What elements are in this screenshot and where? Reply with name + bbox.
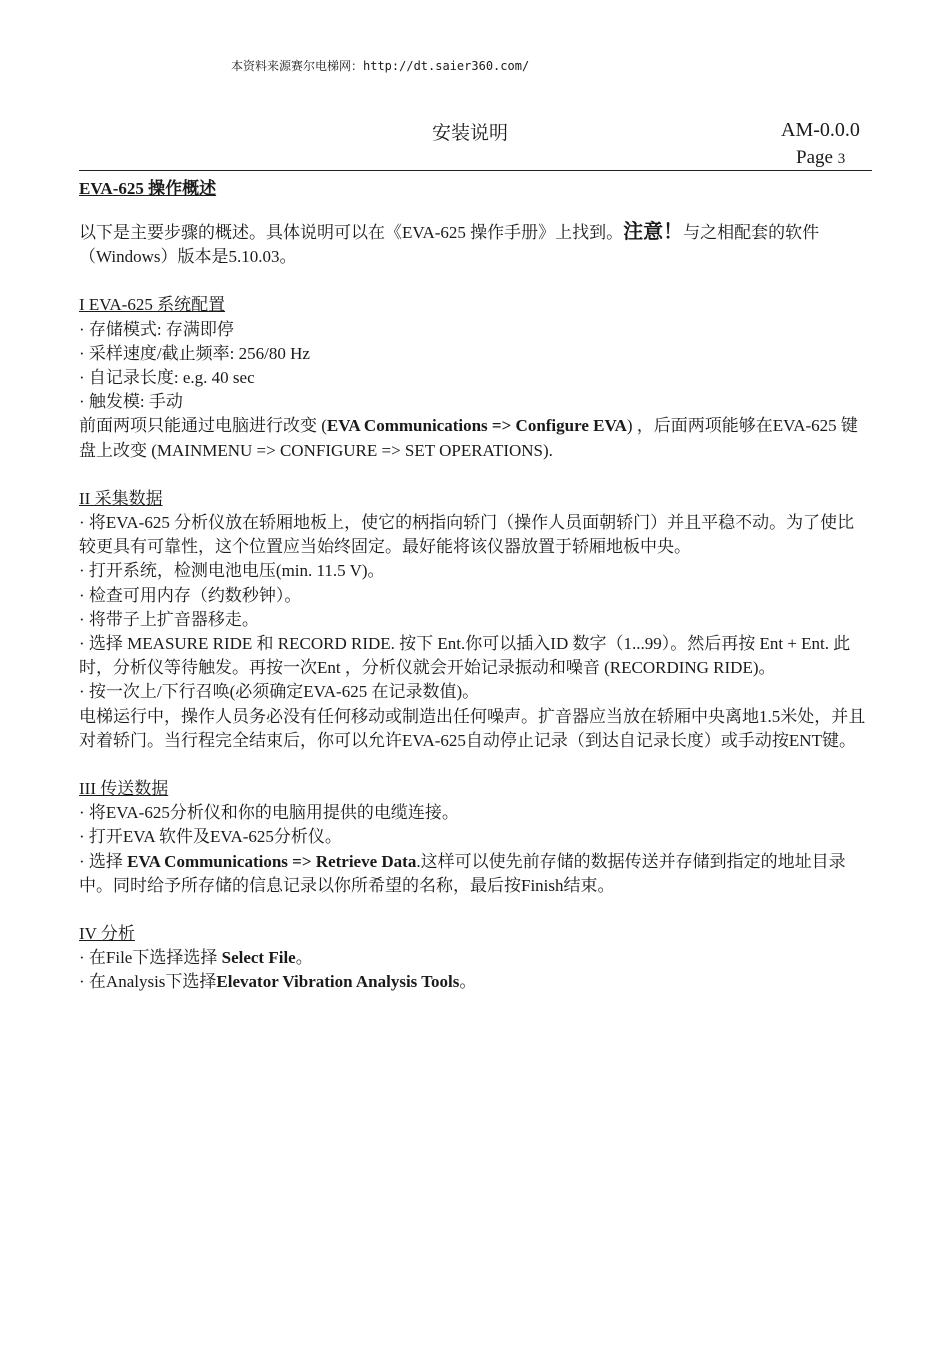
- section-2-item-4: · 将带子上扩音器移走。: [79, 609, 259, 629]
- retrieve-data-path: EVA Communications => Retrieve Data: [127, 851, 417, 871]
- section-1-item-3: · 自记录长度: e.g. 40 sec: [79, 368, 255, 388]
- section-3-heading: III 传送数据: [79, 779, 169, 799]
- section-2-paragraph: 电梯运行中，操作人员务必没有任何移动或制造出任何噪声。扩音器应当放在轿厢中央离地1.5米处，并且对着轿门。当行程完全结束后，你可以允许EVA-625自动停止记录（到达自记录长度）或手动按ENT键。: [79, 706, 866, 750]
- section-3-item-3: · 选择 EVA Communications => Retrieve Data.这样可以使先前存储的数据传送并存储到指定的地址目录中。同时给予所存储的信息记录以你所希望的名称，最后按Finish结束。: [79, 851, 846, 895]
- intro-paragraph: 以下是主要步骤的概述。具体说明可以在《EVA-625 操作手册》上找到。注意！与之相配套的软件（Windows）版本是5.10.03。: [79, 221, 820, 267]
- section-1-paragraph: 前面两项只能通过电脑进行改变 (EVA Communications => Configure EVA) ，后面两项能够在EVA-625 键盘上改变 (MAINMENU => CONFIGURE => SET OPERATIONS).: [79, 416, 858, 460]
- page-number: [796, 147, 845, 169]
- section-2-item-6: · 按一次上/下行召唤(必须确定EVA-625 在记录数值)。: [79, 682, 480, 702]
- section-2-heading: II 采集数据: [79, 488, 163, 508]
- section-1-item-2: · 采样速度/截止频率: 256/80 Hz: [79, 343, 310, 363]
- section-1-item-4: · 触发模: 手动: [79, 392, 183, 412]
- section-2-item-5: · 选择 MEASURE RIDE 和 RECORD RIDE. 按下 Ent.你可以插入ID 数字（1...99）。然后再按 Ent + Ent. 此时，分析仪等待触发。再按一次Ent ，分析仪就会开始记录振动和噪音 (RECORDING RIDE)。: [79, 634, 851, 678]
- configure-eva-path: EVA Communications => Configure EVA: [326, 416, 627, 436]
- source-note: 本资料来源赛尔电梯网：http://dt.saier360.com/: [231, 59, 530, 73]
- section-2-item-2: · 打开系统，检测电池电压(min. 11.5 V)。: [79, 561, 385, 581]
- analysis-tools-label: Elevator Vibration Analysis Tools: [216, 972, 460, 992]
- section-3-item-2: · 打开EVA 软件及EVA-625分析仪。: [79, 827, 342, 847]
- section-4-item-2: · 在Analysis下选择Elevator Vibration Analysis Tools。: [79, 972, 477, 992]
- select-file-label: Select File: [221, 948, 296, 968]
- header-divider: [79, 170, 872, 171]
- document-body: [79, 220, 871, 995]
- main-heading: EVA-625 操作概述: [79, 179, 217, 198]
- section-4-heading: IV 分析: [79, 924, 135, 944]
- page-number-value: 3: [837, 151, 846, 167]
- section-3-item-1: · 将EVA-625分析仪和你的电脑用提供的电缆连接。: [79, 803, 459, 823]
- section-1-item-1: · 存储模式: 存满即停: [79, 319, 234, 339]
- note-label: 注意！: [623, 221, 684, 243]
- section-4-item-1: · 在File下选择选择 Select File。: [79, 948, 313, 968]
- page-label: Page: [796, 147, 833, 168]
- section-2-item-3: · 检查可用内存（约数秒钟）。: [79, 585, 302, 605]
- section-1-heading: I EVA-625 系统配置: [79, 295, 226, 315]
- section-2-item-1: · 将EVA-625 分析仪放在轿厢地板上，使它的柄指向轿门（操作人员面朝轿门）并且平稳不动。为了使比较更具有可靠性，这个位置应当始终固定。最好能将该仪器放置于轿厢地板中央。: [79, 513, 855, 557]
- document-code: AM-0.0.0: [781, 119, 860, 141]
- document-title: 安装说明: [432, 123, 509, 144]
